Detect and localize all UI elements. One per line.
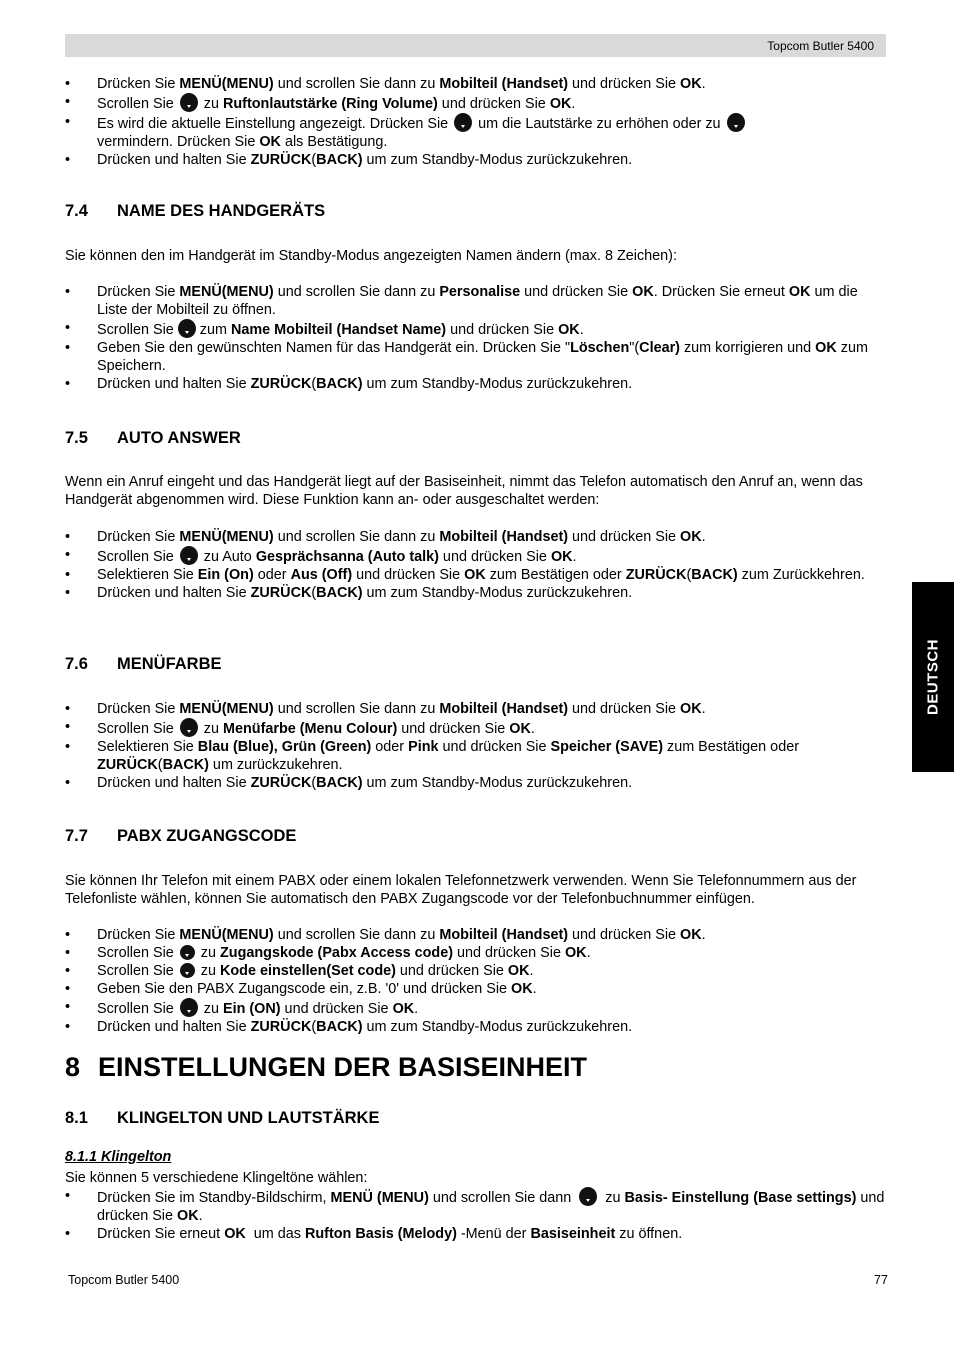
section-heading-7-5: 7.5 AUTO ANSWER xyxy=(65,429,241,447)
navigation-key-icon xyxy=(180,93,198,112)
list-item: • Scrollen Sie zu Kode einstellen(Set code) und drücken Sie OK. xyxy=(65,963,534,979)
section-intro: Sie können den im Handgerät im Standby-Modus angezeigten Namen ändern (max. 8 Zeichen): xyxy=(65,248,677,264)
list-item: • Drücken Sie MENÜ(MENU) und scrollen Sie dann zu Mobilteil (Handset) und drücken Sie OK. xyxy=(65,927,706,943)
subsection-intro: Sie können 5 verschiedene Klingeltöne wählen: xyxy=(65,1170,368,1186)
list-item: • Drücken Sie MENÜ(MENU) und scrollen Sie dann zu Mobilteil (Handset) und drücken Sie OK. xyxy=(65,529,706,545)
navigation-key-icon xyxy=(180,998,198,1017)
navigation-key-icon xyxy=(180,945,195,960)
list-item: • Drücken Sie MENÜ(MENU) und scrollen Sie dann zu Mobilteil (Handset) und drücken Sie OK. xyxy=(65,701,706,717)
page-number: 77 xyxy=(874,1273,888,1287)
section-7-4-list xyxy=(65,283,890,393)
section-heading-7-4: 7.4 NAME DES HANDGERÄTS xyxy=(65,202,326,220)
list-item: • Drücken Sie im Standby-Bildschirm, MENÜ (MENU) und scrollen Sie dann zu Basis- Einstellung (Base settings) und drücken Sie OK. xyxy=(65,1188,885,1224)
navigation-key-icon xyxy=(180,963,195,978)
subsection-heading-8-1-1: 8.1.1 Klingelton xyxy=(65,1149,172,1165)
section-intro: Wenn ein Anruf eingeht und das Handgerät liegt auf der Basiseinheit, nimmt das Telefon automatisch den Anruf an, wenn das Handgerät abgenommen wird. Diese Funktion kann an- oder ausgeschaltet werden: xyxy=(65,474,863,508)
list-item: • Scrollen Sie zu Auto Gesprächsanna (Auto talk) und drücken Sie OK. xyxy=(65,547,577,565)
list-item: • Drücken und halten Sie ZURÜCK(BACK) um zum Standby-Modus zurückzukehren. xyxy=(65,1019,633,1035)
list-item: • Drücken und halten Sie ZURÜCK(BACK) um zum Standby-Modus zurückzukehren. xyxy=(65,376,633,392)
navigation-key-icon xyxy=(180,718,198,737)
header-bar xyxy=(65,34,886,57)
list-item: • Es wird die aktuelle Einstellung angezeigt. Drücken Sie um die Lautstärke zu erhöhen oder zu vermindern. Drücken Sie OK als Bestätigung. xyxy=(65,113,890,151)
section-7-5-list xyxy=(65,528,890,602)
list-item: • Drücken und halten Sie ZURÜCK(BACK) um zum Standby-Modus zurückzukehren. xyxy=(65,775,633,791)
section-7-6-list xyxy=(65,700,890,792)
navigation-key-icon xyxy=(178,319,196,338)
language-tab-label: DEUTSCH xyxy=(924,638,942,716)
navigation-key-icon xyxy=(180,546,198,565)
section-7-7-list xyxy=(65,926,890,1036)
list-item: • Scrollen Sie zu Ein (ON) und drücken Sie OK. xyxy=(65,999,419,1017)
list-item: • Geben Sie den gewünschten Namen für das Handgerät ein. Drücken Sie "Löschen"(Clear) zum korrigieren und OK zum Speichern. xyxy=(65,340,868,374)
navigation-key-icon xyxy=(727,113,745,132)
list-item: • Scrollen Sie zu Ruftonlautstärke (Ring Volume) und drücken Sie OK. xyxy=(65,94,576,112)
list-item: • Drücken und halten Sie ZURÜCK(BACK) um zum Standby-Modus zurückzukehren. xyxy=(65,152,633,168)
list-item: • Drücken Sie MENÜ(MENU) und scrollen Sie dann zu Mobilteil (Handset) und drücken Sie OK. xyxy=(65,76,706,92)
top-bullet-list xyxy=(65,75,890,169)
section-intro: Sie können Ihr Telefon mit einem PABX oder einem lokalen Telefonnetzwerk verwenden. Wenn Sie Telefonnummern aus der Telefonliste wählen, können Sie automatisch den PABX Zugangscode vor der Telefonbuchnummer einfügen. xyxy=(65,873,857,907)
list-item: • Drücken Sie erneut OK um das Rufton Basis (Melody) -Menü der Basiseinheit zu öffnen. xyxy=(65,1226,683,1242)
navigation-key-icon xyxy=(579,1187,597,1206)
header-title: Topcom Butler 5400 xyxy=(767,39,874,53)
list-item: • Scrollen Sie zum Name Mobilteil (Handset Name) und drücken Sie OK. xyxy=(65,320,584,338)
section-heading-8-1: 8.1 KLINGELTON UND LAUTSTÄRKE xyxy=(65,1109,380,1127)
footer-product-name: Topcom Butler 5400 xyxy=(68,1273,180,1287)
navigation-key-icon xyxy=(454,113,472,132)
list-item: • Selektieren Sie Blau (Blue), Grün (Green) oder Pink und drücken Sie Speicher (SAVE) zum Bestätigen oder ZURÜCK(BACK) um zurückzukehren. xyxy=(65,739,799,773)
chapter-heading-8: 8 EINSTELLUNGEN DER BASISEINHEIT xyxy=(65,1052,588,1082)
list-item: • Scrollen Sie zu Zugangskode (Pabx Access code) und drücken Sie OK. xyxy=(65,945,591,961)
language-tab xyxy=(912,582,954,772)
list-item: • Drücken Sie MENÜ(MENU) und scrollen Sie dann zu Personalise und drücken Sie OK. Drücken Sie erneut OK um die Liste der Mobilteil zu öffnen. xyxy=(65,284,858,318)
list-item: • Selektieren Sie Ein (On) oder Aus (Off) und drücken Sie OK zum Bestätigen oder ZURÜCK(BACK) zum Zurückkehren. xyxy=(65,567,865,583)
list-item: • Scrollen Sie zu Menüfarbe (Menu Colour) und drücken Sie OK. xyxy=(65,719,535,737)
section-heading-7-6: 7.6 MENÜFARBE xyxy=(65,655,222,673)
section-heading-7-7: 7.7 PABX ZUGANGSCODE xyxy=(65,827,297,845)
list-item: • Drücken und halten Sie ZURÜCK(BACK) um zum Standby-Modus zurückzukehren. xyxy=(65,585,633,601)
list-item: • Geben Sie den PABX Zugangscode ein, z.B. '0' und drücken Sie OK. xyxy=(65,981,537,997)
section-8-1-list xyxy=(65,1187,890,1243)
